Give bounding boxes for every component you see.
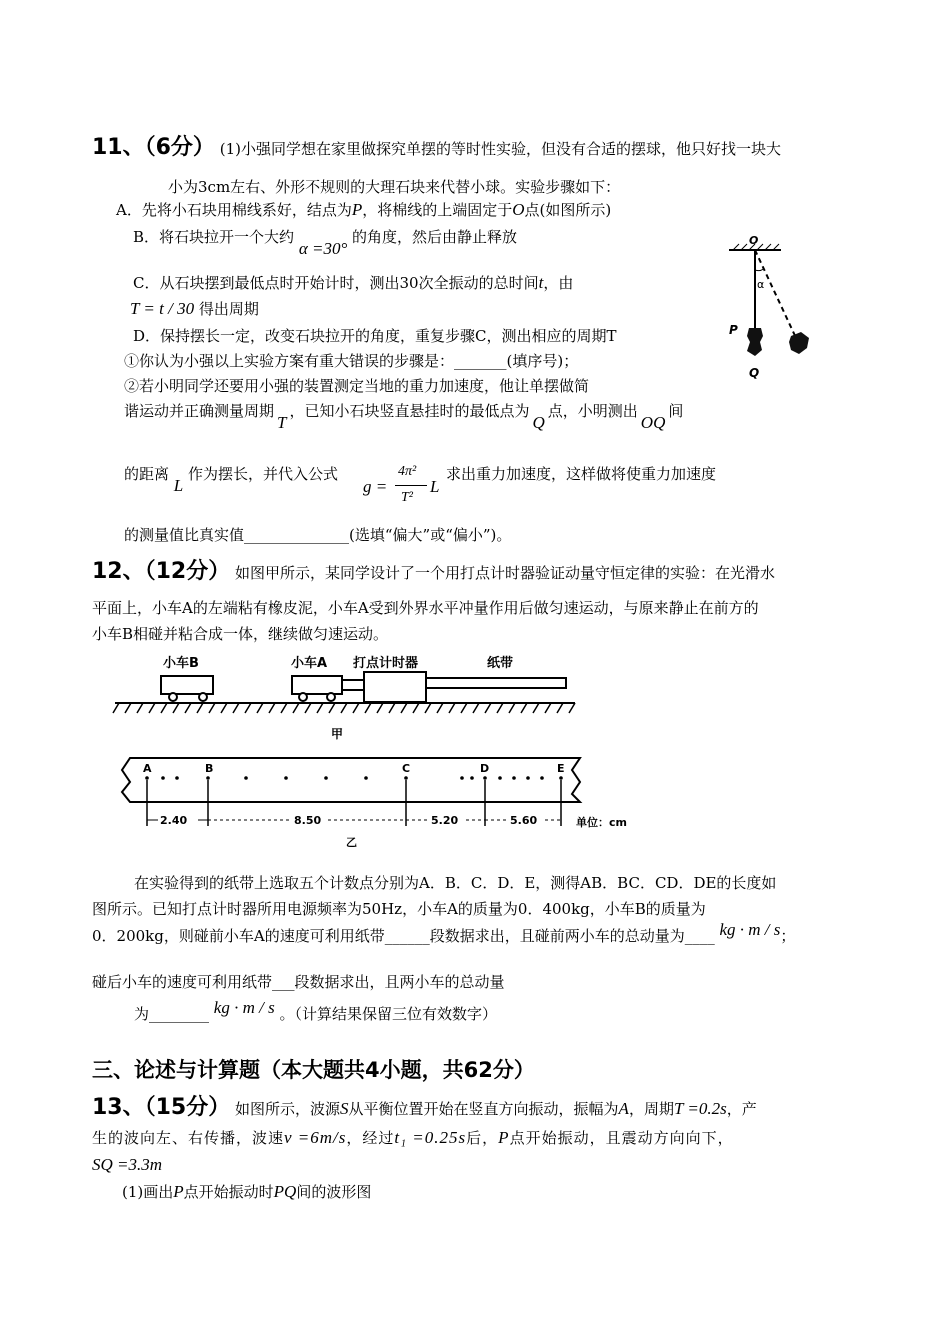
q12-number: 12、（12分）	[92, 559, 231, 584]
q11-question-2b	[124, 400, 684, 432]
q11-step-a-text: A．先将小石块用棉线系好，结点为	[116, 201, 352, 219]
var-q: Q	[532, 413, 545, 432]
q11-line-1	[92, 137, 781, 160]
q13-line-2	[92, 1127, 734, 1149]
var-s: S	[340, 1099, 349, 1118]
stone-vertical	[747, 328, 763, 356]
q13-number: 13、（15分）	[92, 1095, 231, 1120]
label-timer: 打点计时器	[353, 656, 419, 671]
q12-para-4: 碰后小车的速度可利用纸带___段数据求出，且两小车的总动量	[92, 973, 505, 991]
q11-q2b-mid2: 点，小明测出	[547, 402, 638, 420]
q11-intro-2: 小为3cm左右、外形不规则的大理石块来代替小球。实验步骤如下：	[168, 178, 621, 196]
figure-jia	[105, 650, 585, 745]
dim-bc: 8.50	[294, 814, 322, 827]
q11-step-c-post: ，由	[543, 274, 574, 292]
period-formula: T = t / 30	[130, 299, 195, 318]
cart-b	[161, 676, 213, 694]
distance-sq: SQ =3.3m	[92, 1155, 163, 1174]
timer-box	[364, 672, 426, 702]
q13-l1-a: 如图所示，波源	[235, 1100, 341, 1118]
q11-q2b-text: 谐运动并正确测量周期	[124, 402, 275, 420]
var-t-period: T	[277, 413, 287, 432]
q13-sub1-c: 间的波形图	[296, 1183, 372, 1201]
dim-de: 5.60	[510, 814, 538, 827]
q11-q2b-mid: ，已知小石块竖直悬挂时的最低点为	[289, 402, 530, 420]
section-3-title: 三、论述与计算题（本大题共4小题，共62分）	[92, 1058, 535, 1082]
label-alpha: α	[757, 278, 765, 291]
var-l: L	[173, 476, 184, 495]
unit-label: 单位：cm	[576, 816, 627, 829]
cart-a-connector	[342, 680, 364, 690]
q12-line-1	[92, 561, 775, 584]
q11-question-2d: 的测量值比真实值______________(选填“偏大”或“偏小”)。	[124, 526, 512, 544]
q11-step-a-mid: ，将棉线的上端固定于	[362, 201, 513, 219]
fraction-bar	[395, 485, 427, 486]
var-o: O	[512, 200, 525, 219]
formula-denominator: T²	[401, 490, 413, 505]
cart-a	[292, 676, 342, 694]
formula-numerator: 4π²	[398, 464, 417, 479]
label-tape: 纸带	[487, 656, 514, 671]
q13-l2-d: 点开始振动，且震动方向向下，	[509, 1129, 734, 1147]
q13-sub-1	[122, 1181, 371, 1203]
dim-cd: 5.20	[431, 814, 459, 827]
label-o: O	[749, 234, 759, 247]
q13-line-1	[92, 1097, 757, 1120]
momentum-unit-1: kg · m / s	[719, 920, 781, 939]
var-a: A	[618, 1099, 629, 1118]
q12-text-3: 小车B相碰并粘合成一体，继续做匀速运动。	[92, 625, 389, 643]
q11-question-2c	[124, 463, 339, 495]
q13-l2-a: 生的波向左、右传播，波速	[92, 1129, 285, 1147]
label-yi: 乙	[346, 836, 357, 849]
q11-q2b-post: 间	[668, 402, 684, 420]
q12-text-1: 如图甲所示，某同学设计了一个用打点计时器验证动量守恒定律的实验：在光滑水	[235, 564, 776, 582]
label-cart-b: 小车B	[163, 656, 199, 671]
q11-step-b-text: B．将石块拉开一个大约	[133, 228, 295, 246]
q11-q2c-text: 的距离	[124, 465, 170, 483]
point-label-a: A	[143, 762, 152, 775]
label-p: P	[729, 323, 738, 337]
q11-q2c-mid: 作为摆长，并代入公式	[188, 465, 339, 483]
cart-a-wheel-right	[327, 693, 335, 701]
q11-step-c-2-post: 得出周期	[198, 300, 259, 318]
q13-l1-d: ，产	[726, 1100, 757, 1118]
label-jia: 甲	[331, 727, 344, 741]
q12-para-2: 图所示。已知打点计时器所用电源频率为50Hz，小车A的质量为0．400kg，小车B的质量为	[92, 900, 706, 918]
q12-text-2: 平面上，小车A的左端粘有橡皮泥，小车A受到外界水平冲量作用后做匀速运动，与原来静止在前方的	[92, 599, 759, 617]
tape-strip	[122, 758, 580, 802]
point-label-c: C	[402, 762, 411, 775]
q13-l1-b: 从平衡位置开始在竖直方向振动，振幅为	[348, 1100, 619, 1118]
pendulum-figure	[725, 232, 815, 382]
point-label-e: E	[557, 762, 565, 775]
point-label-b: B	[205, 762, 214, 775]
alpha-formula: α =30°	[298, 239, 348, 258]
var-p: P	[351, 200, 363, 219]
point-label-d: D	[480, 762, 490, 775]
q11-question-1: ①你认为小强以上实验方案有重大错误的步骤是：_______(填序号)；	[124, 352, 579, 370]
stone-displaced	[789, 332, 809, 354]
q11-step-a-post: 点(如图所示)	[524, 201, 612, 219]
q11-q2c-post: 求出重力加速度，这样做将使重力加速度	[446, 465, 717, 483]
q11-step-c	[133, 272, 573, 294]
cart-b-wheel-left	[169, 693, 177, 701]
q12-para-1: 在实验得到的纸带上选取五个计数点分别为A．B．C．D．E，测得AB．BC．CD．DE的长度如	[134, 874, 777, 892]
q11-question-2a: ②若小明同学还要用小强的装置测定当地的重力加速度，他让单摆做简	[124, 377, 590, 395]
q12-para-5-post: 。（计算结果保留三位有效数字）	[279, 1005, 498, 1023]
string-displaced	[755, 250, 797, 340]
figure-yi	[110, 750, 650, 850]
q11-step-d: D．保持摆长一定，改变石块拉开的角度，重复步骤C，测出相应的周期T	[133, 327, 617, 345]
q11-number: 11、（6分）	[92, 135, 215, 160]
q11-step-c-2	[130, 298, 259, 320]
label-q: Q	[749, 366, 760, 380]
q13-l1-c: ，周期	[628, 1100, 674, 1118]
var-oq: OQ	[640, 413, 666, 432]
q11-step-c-text: C．从石块摆到最低点时开始计时，测出30次全振动的总时间	[133, 274, 539, 292]
speed-value: v =6m/s	[284, 1128, 347, 1147]
q11-step-b	[133, 226, 518, 258]
formula-l: L	[430, 477, 440, 496]
q12-para-5	[134, 998, 498, 1025]
q12-para-3-post: ；	[780, 927, 796, 945]
var-pq: PQ	[273, 1182, 297, 1201]
cart-b-wheel-right	[199, 693, 207, 701]
cart-a-wheel-left	[299, 693, 307, 701]
q13-sub1-a: (1)画出	[122, 1183, 174, 1201]
q11-intro-1: (1)小强同学想在家里做探究单摆的等时性实验，但没有合适的摆球，他只好找一块大	[219, 140, 781, 158]
q11-step-a	[116, 199, 611, 221]
q11-step-b-post: 的角度，然后由静止释放	[352, 228, 518, 246]
formula-g: g =	[363, 477, 388, 496]
time-value: t₁ =0.25s	[394, 1128, 467, 1147]
ground-hatch	[113, 703, 575, 713]
q13-sub1-b: 点开始振动时	[183, 1183, 274, 1201]
q12-para-5-text: 为________	[134, 1005, 210, 1023]
var-p-13: P	[498, 1128, 510, 1147]
q13-l2-b: ，经过	[346, 1129, 395, 1147]
label-cart-a: 小车A	[291, 656, 328, 671]
var-t: t	[538, 273, 544, 292]
var-p-sub: P	[173, 1182, 184, 1201]
dim-ab: 2.40	[160, 814, 188, 827]
q13-l2-c: 后，	[466, 1129, 499, 1147]
q12-para-3	[92, 920, 796, 947]
period-value: T =0.2s	[673, 1099, 727, 1118]
momentum-unit-2: kg · m / s	[213, 998, 275, 1017]
paper-tape	[426, 678, 566, 688]
q12-para-3-text: 0．200kg，则碰前小车A的速度可利用纸带______段数据求出，且碰前两小车的总动量为____	[92, 927, 715, 945]
